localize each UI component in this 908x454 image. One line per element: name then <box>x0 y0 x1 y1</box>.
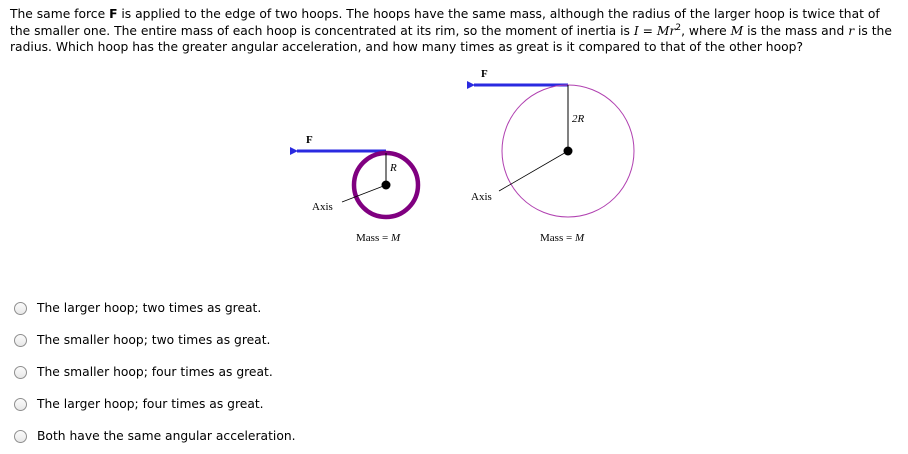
large-radius-label: 2R <box>572 113 585 125</box>
choice-1-radio[interactable] <box>14 302 27 315</box>
inertia-exponent: 2 <box>675 22 682 33</box>
small-mass-label: Mass = M <box>356 232 401 244</box>
small-hoop-diagram <box>297 134 418 244</box>
choice-5-radio[interactable] <box>14 430 27 443</box>
mass-symbol: M <box>730 23 744 38</box>
choice-1[interactable] <box>14 292 296 324</box>
choice-1-label[interactable]: The larger hoop; two times as great. <box>37 301 262 315</box>
question-text: The same force F is applied to the edge of two hoops. The hoops have the same mass, although the radius of the larger hoop is twice that of the smaller one. The entire mass of each hoop is concentrated at its rim, so the moment of inertia is $I = Mr^2$, where M is the mass and r is the radius. Which hoop has the greater angular acceleration, and how many times as great is it compared to that of the other hoop? <box>10 7 892 54</box>
choice-2-label[interactable]: The smaller hoop; two times as great. <box>37 333 271 347</box>
choice-3[interactable] <box>14 356 296 388</box>
small-axis-label: Axis <box>312 201 333 213</box>
large-axis-label: Axis <box>471 191 492 203</box>
large-force-label: F <box>481 68 488 80</box>
small-axis-pointer <box>342 185 386 202</box>
large-axis-pointer <box>499 151 568 191</box>
inertia-symbol: I <box>633 23 639 38</box>
large-hoop-diagram <box>471 68 634 244</box>
choice-3-label[interactable]: The smaller hoop; four times as great. <box>37 365 273 379</box>
force-symbol: F <box>109 7 118 21</box>
small-radius-label: R <box>390 162 397 174</box>
choice-4-radio[interactable] <box>14 398 27 411</box>
choice-2-radio[interactable] <box>14 334 27 347</box>
small-force-label: F <box>306 134 313 146</box>
radius-symbol: r <box>848 23 855 38</box>
large-mass-label: Mass = M <box>540 232 585 244</box>
choice-4[interactable] <box>14 388 296 420</box>
choice-2[interactable] <box>14 324 296 356</box>
choice-5[interactable] <box>14 420 296 452</box>
answer-choices <box>14 292 296 452</box>
inertia-formula: Mr <box>656 23 676 38</box>
choice-4-label[interactable]: The larger hoop; four times as great. <box>37 397 264 411</box>
choice-3-radio[interactable] <box>14 366 27 379</box>
choice-5-label[interactable]: Both have the same angular acceleration. <box>37 429 296 443</box>
